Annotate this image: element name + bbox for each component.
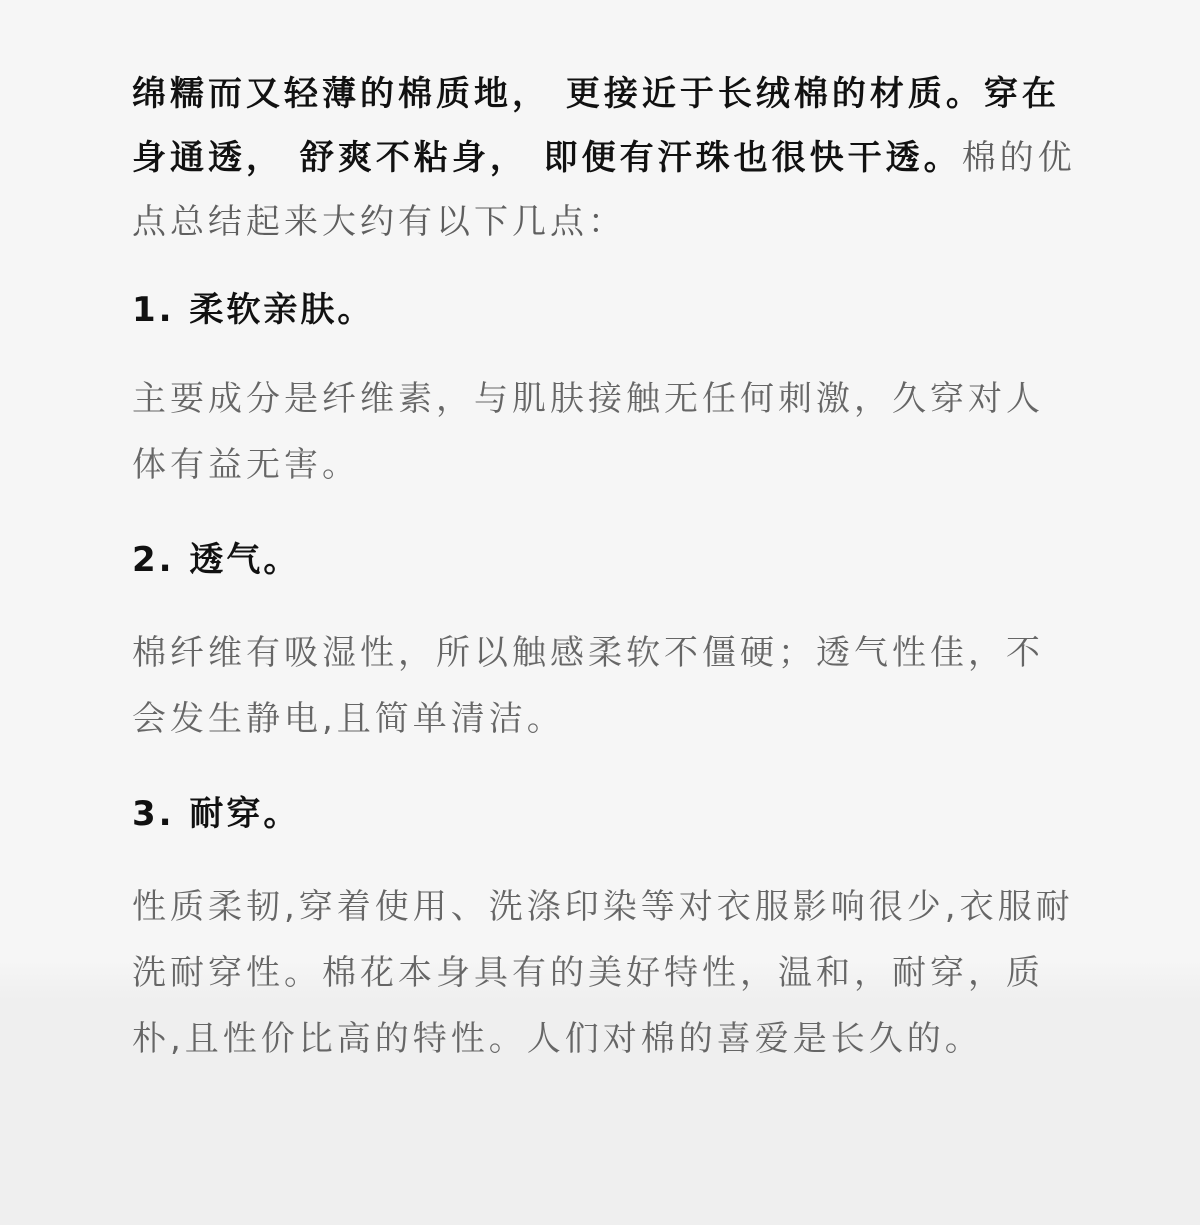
- point-1-body: 主要成分是纤维素，与肌肤接触无任何刺激，久穿对人体有益无害。: [132, 379, 1044, 485]
- intro-light-text: 棉的优点总结起来大约有以下几点：: [132, 138, 1076, 242]
- point-2-heading: 2. 透气。: [132, 540, 301, 580]
- article-body: [132, 62, 1077, 1072]
- intro-paragraph: [132, 62, 1077, 254]
- point-3-heading: 3. 耐穿。: [132, 794, 301, 834]
- intro-bold-text: 绵糯而又轻薄的棉质地， 更接近于长绒棉的材质。穿在身通透， 舒爽不粘身， 即便有汗珠也很快干透。: [132, 74, 1060, 178]
- point-1-heading: 1. 柔软亲肤。: [132, 290, 375, 330]
- point-3-body: 性质柔韧,穿着使用、洗涤印染等对衣服影响很少,衣服耐洗耐穿性。棉花本身具有的美好特性，温和，耐穿，质朴,且性价比高的特性。人们对棉的喜爱是长久的。: [132, 887, 1074, 1059]
- point-2-body: 棉纤维有吸湿性，所以触感柔软不僵硬；透气性佳，不会发生静电,且简单清洁。: [132, 633, 1044, 739]
